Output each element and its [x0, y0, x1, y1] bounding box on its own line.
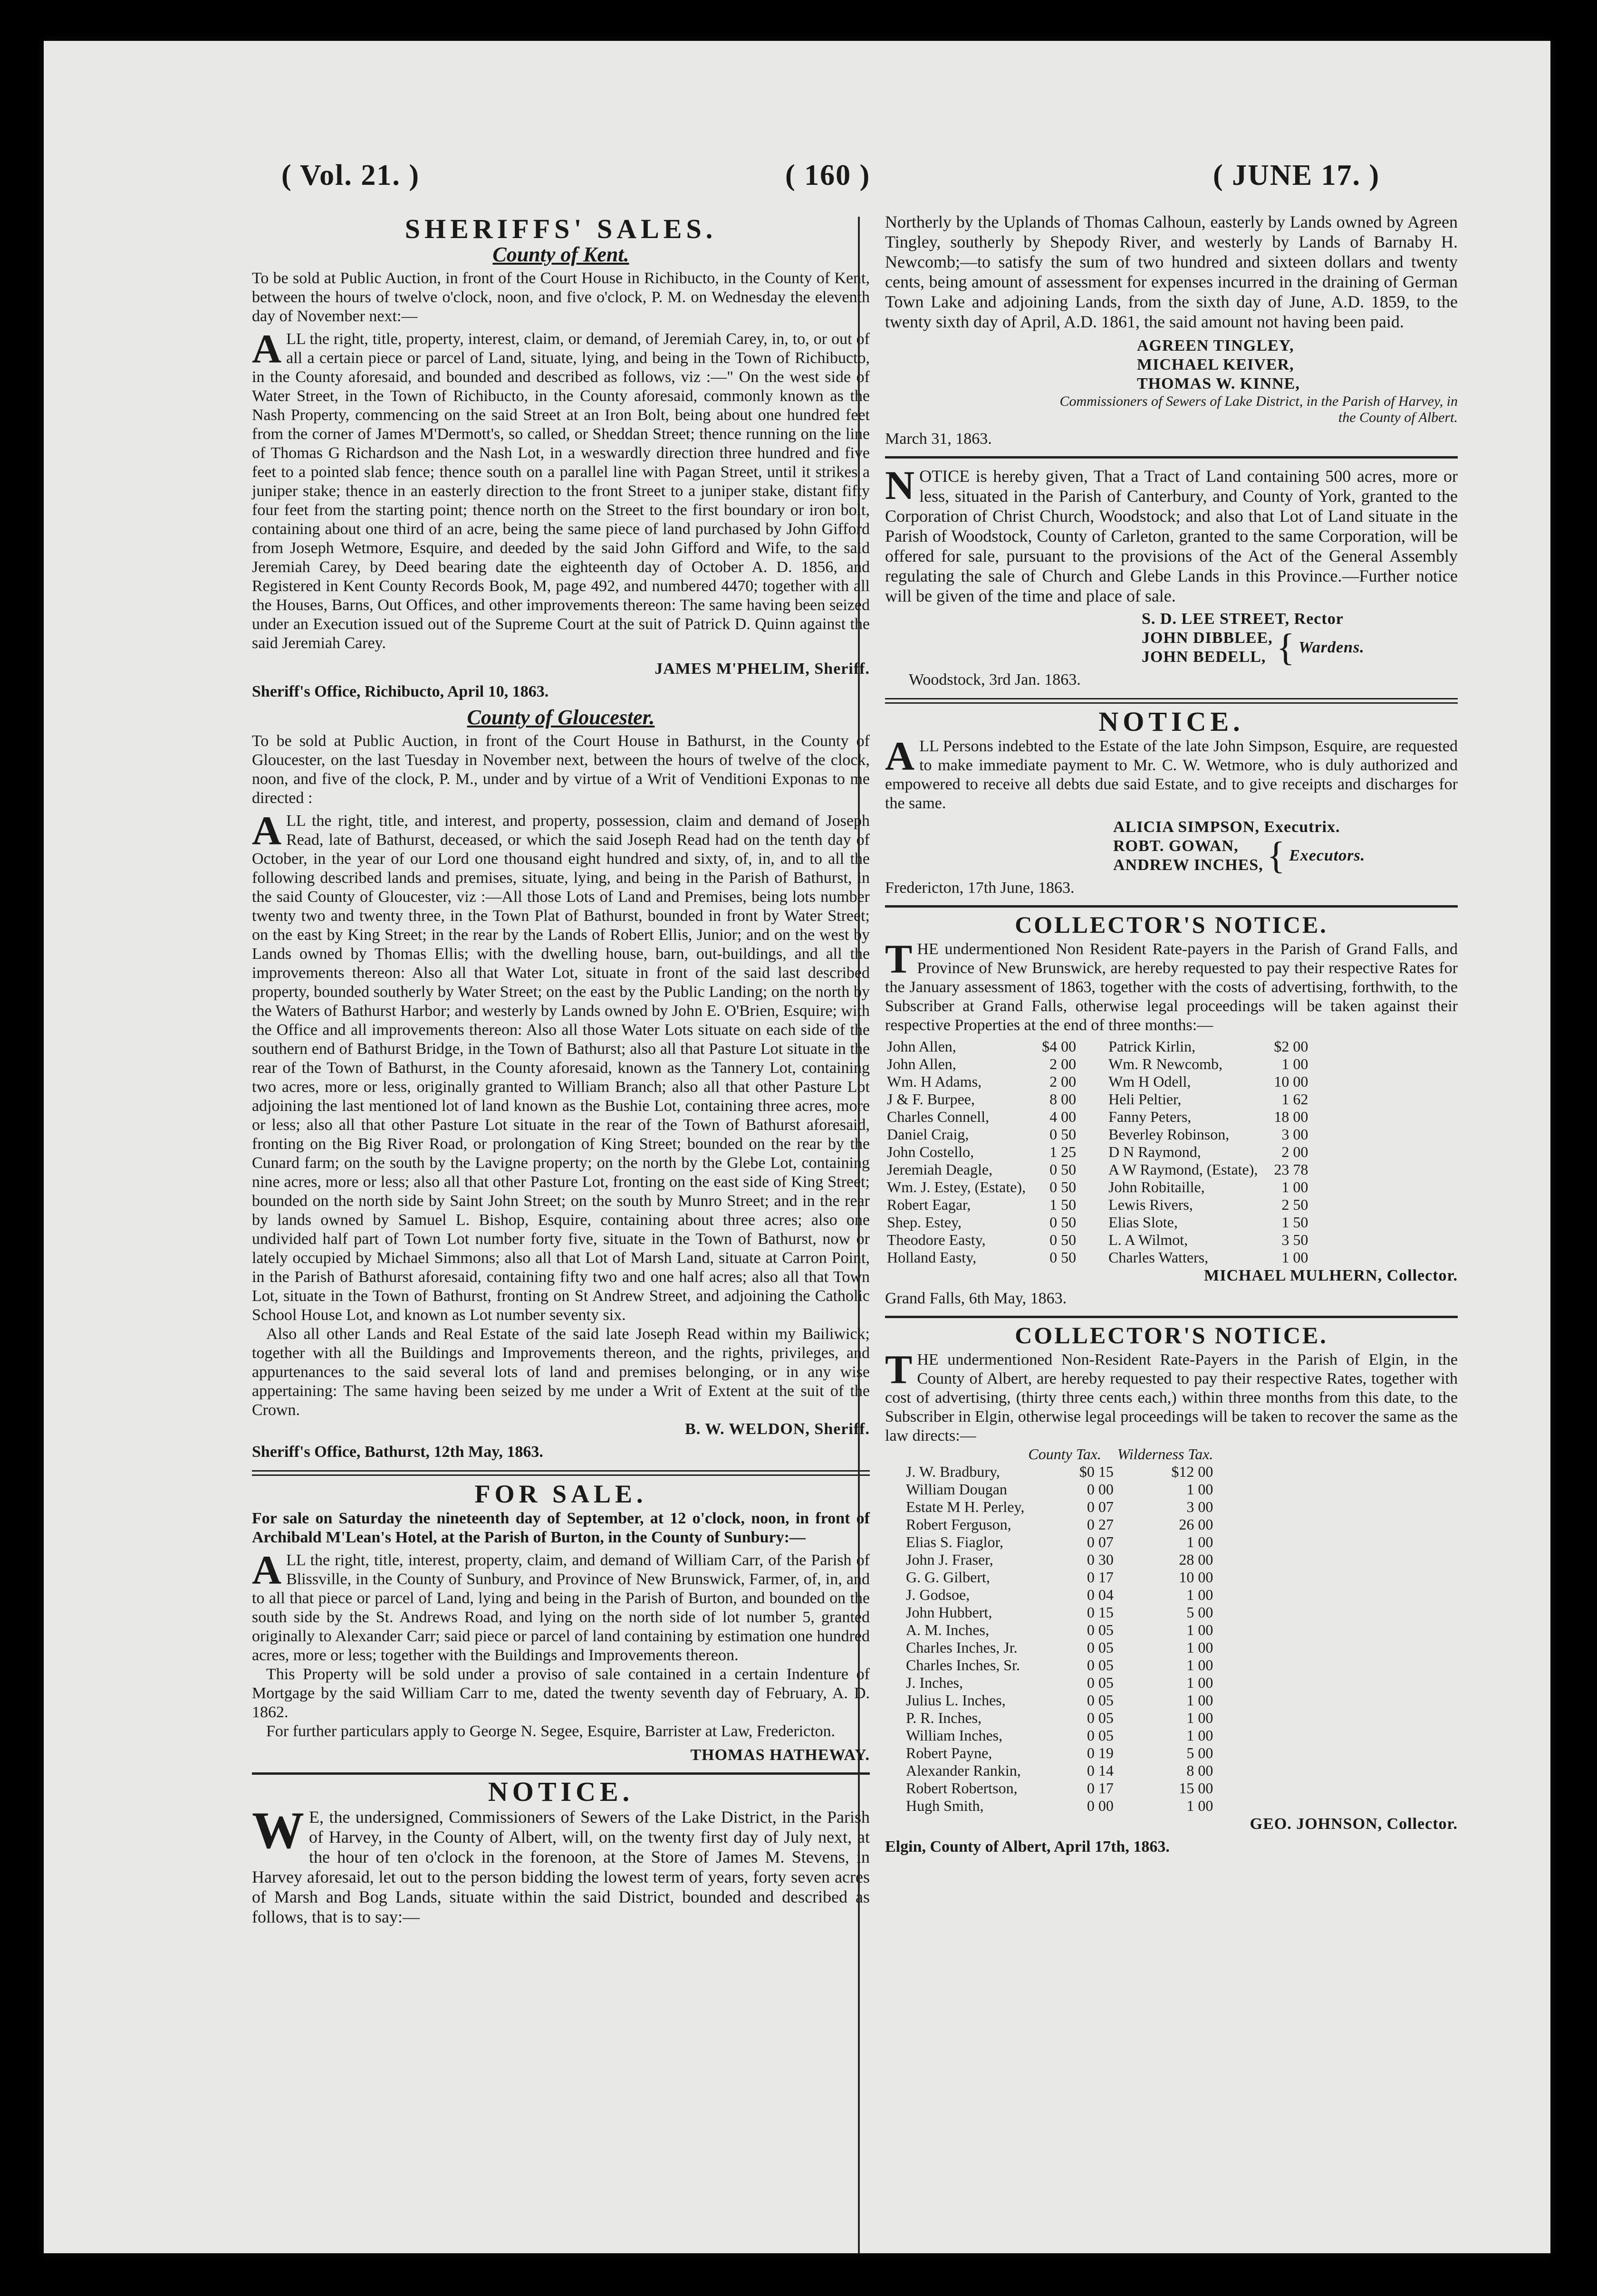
table-row	[885, 1196, 1078, 1214]
ratepayer-name: Elias S. Fiaglor,	[906, 1533, 1003, 1550]
kent-lead: To be sold at Public Auction, in front of the Court House in Richibucto, in the County of Kent, between the hours of twelve o'clock, noon, and five o'clock, P. M. on Wednesday the eleventh day of November next:—	[252, 269, 870, 325]
simpson-date: Fredericton, 17th June, 1863.	[885, 879, 1075, 897]
tax-amount: 2 00	[1049, 1073, 1077, 1090]
table-row	[1106, 1178, 1310, 1196]
tax-amount: 0 07	[1087, 1498, 1114, 1515]
ratepayer-name: Jeremiah Deagle,	[887, 1161, 993, 1178]
collector-1-date: Grand Falls, 6th May, 1863.	[885, 1290, 1067, 1307]
ratepayer-name: Robert Eagar,	[887, 1196, 971, 1213]
drop-cap: A	[252, 1547, 282, 1593]
ratepayer-name: Charles Inches, Sr.	[906, 1656, 1020, 1674]
tax-amount: 26 00	[1179, 1516, 1213, 1533]
ratepayer-name: J. Inches,	[906, 1674, 963, 1691]
table-row	[1106, 1126, 1310, 1143]
table-row	[904, 1744, 1215, 1762]
ratepayer-name: D N Raymond,	[1108, 1143, 1201, 1160]
table-row	[904, 1569, 1215, 1586]
right-column	[885, 212, 1458, 1863]
tax-amount: 1 25	[1049, 1143, 1077, 1160]
table-row	[885, 1126, 1078, 1143]
tax-amount: 3 00	[1281, 1126, 1308, 1143]
tax-amount: 1 00	[1186, 1709, 1213, 1726]
ratepayer-name: Robert Robertson,	[906, 1779, 1018, 1797]
tax-amount: 18 00	[1274, 1108, 1308, 1125]
drop-cap: W	[252, 1801, 304, 1859]
drop-cap: T	[885, 1347, 913, 1392]
ratepayer-name: Beverley Robinson,	[1108, 1126, 1230, 1143]
left-column	[252, 212, 870, 1927]
sewers-signatures	[1137, 336, 1458, 393]
tax-amount: 0 50	[1049, 1126, 1077, 1143]
wilderness-tax-header: Wilderness Tax.	[1117, 1445, 1213, 1463]
ratepayer-name: Holland Easty,	[887, 1249, 977, 1266]
ratepayer-name: Estate M H. Perley,	[906, 1498, 1025, 1515]
tax-amount: 10 00	[1274, 1073, 1308, 1090]
drop-cap: N	[885, 462, 915, 508]
for-sale-text-2: This Property will be sold under a proviso of sale contained in a certain Indenture of Mortgage by the said William Carr to me, dated the twenty seventh day of February, A. D. 1862.	[252, 1665, 870, 1721]
table-row	[1106, 1196, 1310, 1214]
tax-amount: 23 78	[1274, 1161, 1308, 1178]
drop-cap: A	[252, 326, 282, 372]
church-signatures	[1142, 610, 1458, 667]
table-row	[1106, 1214, 1310, 1231]
table-row	[885, 1249, 1078, 1266]
collector-notice-1-body	[885, 936, 1458, 1035]
tax-amount: 3 50	[1281, 1231, 1308, 1248]
grand-falls-rates-table	[885, 1038, 1458, 1266]
ratepayer-name: A. M. Inches,	[906, 1621, 990, 1638]
sewers-notice-text: E, the undersigned, Commissioners of Sewers of the Lake District, in the Parish of Harvey, in the County of Albert, will, on the twenty first day of July next, at the hour of ten o'clock in the forenoon, at the Store of James M. Stevens, in Harvey aforesaid, let out to the person bidding the lowest term of years, forty seven acres of Marsh and Bog Lands, situate within the said District, bounded and described as follows, that is to say:—	[252, 1808, 870, 1926]
tax-amount: 1 00	[1186, 1621, 1213, 1638]
volume-number: ( Vol. 21. )	[281, 159, 420, 191]
tax-amount: 0 17	[1087, 1569, 1114, 1586]
tax-amount: 0 05	[1087, 1621, 1114, 1638]
table-row	[904, 1762, 1215, 1779]
ratepayer-name: Julius L. Inches,	[906, 1692, 1006, 1709]
for-sale-text-3: For further particulars apply to George N. Segee, Esquire, Barrister at Law, Fredericton.	[266, 1722, 836, 1740]
ratepayer-name: Robert Ferguson,	[906, 1516, 1011, 1533]
tax-amount: 1 00	[1186, 1692, 1213, 1709]
tax-amount: 28 00	[1179, 1551, 1213, 1568]
table-row	[904, 1779, 1215, 1797]
table-row	[885, 1055, 1078, 1073]
table-row	[904, 1709, 1215, 1727]
tax-amount: 0 07	[1087, 1533, 1114, 1550]
ratepayer-name: Daniel Craig,	[887, 1126, 969, 1143]
table-row	[885, 1143, 1078, 1161]
table-row	[904, 1533, 1215, 1551]
signature-line: MICHAEL KEIVER,	[1137, 356, 1294, 373]
for-sale-body	[252, 1547, 870, 1665]
table-row	[885, 1231, 1078, 1249]
section-rule	[885, 698, 1458, 704]
table-row	[904, 1604, 1215, 1621]
signature-line: S. D. LEE STREET, Rector	[1142, 610, 1344, 628]
tax-amount: 0 50	[1049, 1161, 1077, 1178]
kent-heading: County of Kent.	[492, 243, 629, 266]
tax-amount: 3 00	[1186, 1498, 1213, 1515]
ratepayer-name: John Allen,	[887, 1038, 956, 1055]
tax-amount: 0 19	[1087, 1744, 1114, 1761]
tax-amount: 0 30	[1087, 1551, 1114, 1568]
ratepayer-name: J. Godsoe,	[906, 1586, 970, 1603]
table-row	[1106, 1231, 1310, 1249]
tax-amount: 0 05	[1087, 1674, 1114, 1691]
table-row	[904, 1463, 1215, 1481]
section-rule	[252, 1470, 870, 1476]
brace: {	[1267, 835, 1286, 877]
tax-amount: 1 00	[1186, 1533, 1213, 1550]
elgin-rates-table	[904, 1445, 1215, 1815]
collector-2-signature: GEO. JOHNSON, Collector.	[1250, 1815, 1458, 1833]
table-row	[885, 1108, 1078, 1126]
tax-amount: 4 00	[1049, 1108, 1077, 1125]
simpson-notice-text: LL Persons indebted to the Estate of the late John Simpson, Esquire, are requested to make immediate payment to Mr. C. W. Wetmore, who is duly authorized and empowered to receive all debts due said Estate, and to give receipts and discharges for the same.	[885, 737, 1458, 812]
table-row	[904, 1516, 1215, 1533]
ratepayer-name: Charles Connell,	[887, 1108, 990, 1125]
rates-list-left	[885, 1038, 1078, 1266]
sewers-notice-body	[252, 1801, 870, 1927]
ratepayer-name: John Allen,	[887, 1055, 956, 1072]
sewers-date: March 31, 1863.	[885, 430, 992, 448]
simpson-notice-heading: NOTICE.	[1098, 706, 1244, 737]
tax-amount: 1 00	[1186, 1797, 1213, 1814]
ratepayer-name: J. W. Bradbury,	[906, 1463, 1000, 1480]
collector-notice-1-text: HE undermentioned Non Resident Rate-payers in the Parish of Grand Falls, and Province of New Brunswick, are hereby requested to pay their respective Rates for the January assessment of 1863, together with the costs of advertising, forthwith, to the Subscriber at Grand Falls, otherwise legal proceedings will be taken against their respective Properties at the end of three months:—	[885, 940, 1458, 1034]
ratepayer-name: J & F. Burpee,	[887, 1091, 975, 1108]
gloucester-text: LL the right, title, and interest, and property, possession, claim and demand of Joseph Read, late of Bathurst, deceased, or which the said Joseph Read had on the tenth day of October, in the year of our Lord one thousand eight hundred and sixty, of, in, and to all the following described lands and premises, situate, lying, and being in the Parish of Bathurst, in the said County of Gloucester, viz :—All those Lots of Land and Premises, being lots number twenty two and twenty three, in the Town Plat of Bathurst, bounded in front by Water Street; on the east by King Street; in the rear by the Lands of Robert Ellis, Junior; and on the west by Lands owned by Thomas Ellis; with the dwelling house, barn, out-buildings, and all the improvements thereon: Also all that Water Lot, situate in front of the said last described property, bounded southerly by Water Street; on the east by the Public Landing; on the north by the Waters of Bathurst Harbor; and westerly by Lands owned by John E. O'Brien, Esquire; with the Office and all improvements thereon: Also all those Water Lots situate on each side of the southern end of Bathurst Bridge, in the Town of Bathurst; also all that Pasture Lot situate in the rear of the Town of Bathurst, in the County aforesaid, known as the Tannery Lot, containing two acres, more or less, originally granted to William Branch; also all that other Pasture Lot adjoining the last mentioned lot of land known as the Bushie Lot, containing three acres, more or less; also all that other Pasture Lot situate in the rear of the Town of Bathurst aforesaid, fronting on the Big River Road, or prolongation of King Street; bounded on the rear by the Cunard farm; on the south by the Lavigne property; on the north by the Glebe Lot, containing nine acres, more or less; also all that other Pasture Lot, fronting on the east side of King Street; bounded on the north side by Saint John Street; on the south by Munro Street; and in the rear by lands owned by Samuel L. Bishop, Esquire, containing about three acres; also one undivided half part of Town Lot number forty five, situate in the Town of Bathurst, now or lately occupied by Michael Simmons; also all that Lot of Marsh Land, situate at Carron Point, in the Parish of Bathurst aforesaid, containing fifty two and one half acres; also all that Town Lot, situate in the Town of Bathurst, fronting on St Andrew Street, and adjoining the Catholic School House Lot, and known as Lot number seventy six.	[252, 812, 870, 1324]
signature-line: JOHN BEDELL,	[1142, 648, 1266, 666]
county-tax-header: County Tax.	[1028, 1445, 1101, 1463]
tax-amount: 1 62	[1281, 1091, 1308, 1108]
tax-amount: 1 50	[1281, 1214, 1308, 1231]
ratepayer-name: John Hubbert,	[906, 1604, 992, 1621]
section-rule	[252, 1772, 870, 1775]
commissioners-note: Commissioners of Sewers of Lake District, in the Parish of Harvey, in the County of Albert.	[1059, 393, 1458, 425]
tax-amount: 15 00	[1179, 1779, 1213, 1797]
gloucester-lead: To be sold at Public Auction, in front of the Court House in Bathurst, in the County of Gloucester, on the last Tuesday in November next, between the hours of twelve of the clock, noon, and five of the clock, P. M., under and by virtue of a Writ of Venditioni Exponas to me directed :	[252, 732, 870, 807]
section-rule	[885, 456, 1458, 459]
table-row	[904, 1481, 1215, 1498]
kent-text: LL the right, title, property, interest, claim, or demand, of Jeremiah Carey, in, to, or out of all a certain piece or parcel of Land, situate, lying, and being in the Town of Richibucto, in the County aforesaid, and bounded and described as follows, viz :—" On the west side of Water Street, in the Town of Richibucto, in the County aforesaid, commonly known as the Nash Property, commencing on the said Street at an Iron Bolt, being about one hundred feet from the corner of James M'Dermott's, so called, or Sheddan Street; thence running on the line of Thomas G Richardson and the Nash Lot, in a weswardly direction three hundred and five feet to a pointed slab fence; thence south on a parallel line with Pagan Street, until it strikes a juniper stake; thence in an easterly direction to the front Street to a juniper stake, distant fifty four feet from the starting point; thence north on the Street to the first boundary or iron bolt, containing about one third of an acre, being the same piece of land purchased by John Gifford from Joseph Wetmore, Esquire, and deeded by the said John Gifford and Wife, to the said Jeremiah Carey, by Deed bearing date the eighteenth day of October A. D. 1856, and Registered in Kent County Records Book, M, page 492, and numbered 4470; together with all the Houses, Barns, Out Offices, and other improvements thereon: The same having been seized under an Execution issued out of the Supreme Court at the suit of Patrick D. Quinn against the said Jeremiah Carey.	[252, 330, 870, 652]
ratepayer-name: Hugh Smith,	[906, 1797, 984, 1814]
table-row	[904, 1727, 1215, 1744]
drop-cap: T	[885, 936, 913, 982]
collector-1-signature: MICHAEL MULHERN, Collector.	[1204, 1267, 1458, 1284]
sewers-notice-continued: Northerly by the Uplands of Thomas Calhoun, easterly by Lands owned by Agreen Tingley, southerly by Shepody River, and westerly by Lands of Barnaby H. Newcomb;—to satisfy the sum of two hundred and sixteen dollars and twenty cents, being amount of assessment for expenses incurred in the draining of German Town Lake and adjoining Lands, from the sixth day of June, A.D. 1859, to the twenty sixth day of April, A.D. 1861, the said amount not having been paid.	[885, 212, 1458, 331]
church-date: Woodstock, 3rd Jan. 1863.	[909, 671, 1081, 689]
collector-2-date: Elgin, County of Albert, April 17th, 1863.	[885, 1838, 1170, 1856]
simpson-notice-body	[885, 733, 1458, 813]
table-row	[1106, 1108, 1310, 1126]
tax-amount: 0 15	[1087, 1604, 1114, 1621]
ratepayer-name: L. A Wilmot,	[1108, 1231, 1188, 1248]
ratepayer-name: John Robitaille,	[1108, 1178, 1205, 1196]
section-rule	[885, 905, 1458, 908]
wardens-group	[1142, 629, 1458, 667]
tax-amount: 0 50	[1049, 1214, 1077, 1231]
ratepayer-name: Alexander Rankin,	[906, 1762, 1021, 1779]
ratepayer-name: Heli Peltier,	[1108, 1091, 1182, 1108]
tax-amount: $12 00	[1171, 1463, 1213, 1480]
table-row	[885, 1038, 1078, 1055]
ratepayer-name: Elias Slote,	[1108, 1214, 1178, 1231]
table-row	[904, 1551, 1215, 1569]
gloucester-text-2: Also all other Lands and Real Estate of the said late Joseph Read within my Bailiwick; together with all the Buildings and Improvements thereon, and the rights, privileges, and appurtenances to the said several lots of land and premises belonging, or in any wise appertaining: The same having been seized by me under a Writ of Extent at the suit of the Crown.	[252, 1325, 870, 1419]
table-row	[1106, 1055, 1310, 1073]
tax-amount: 1 00	[1186, 1586, 1213, 1603]
tax-amount: 1 00	[1281, 1055, 1308, 1072]
tax-amount: 0 50	[1049, 1231, 1077, 1248]
kent-body	[252, 326, 870, 653]
table-row	[904, 1639, 1215, 1656]
rates-list-right	[1106, 1038, 1310, 1266]
signature-line: ALICIA SIMPSON, Executrix.	[1113, 818, 1340, 836]
ratepayer-name: John J. Fraser,	[906, 1551, 993, 1568]
table-row	[904, 1674, 1215, 1692]
collector-notice-2-text: HE undermentioned Non-Resident Rate-Payers in the Parish of Elgin, in the County of Albert, are hereby requested to pay their respective Rates, together with cost of advertising, (thirty three cents each,) within three months from this date, to the Subscriber in Elgin, otherwise legal proceedings will be taken to recover the same as the law directs:—	[885, 1351, 1458, 1445]
tax-amount: 5 00	[1186, 1744, 1213, 1761]
ratepayer-name: William Inches,	[906, 1727, 1003, 1744]
table-row	[885, 1161, 1078, 1178]
tax-amount: 1 50	[1049, 1196, 1077, 1213]
page-number: ( 160 )	[785, 159, 871, 191]
ratepayer-name: Wm. J. Estey, (Estate),	[887, 1178, 1026, 1196]
ratepayer-name: G. G. Gilbert,	[906, 1569, 990, 1586]
table-row	[904, 1498, 1215, 1516]
table-row	[885, 1091, 1078, 1108]
gloucester-signature: B. W. WELDON, Sheriff.	[685, 1420, 870, 1438]
gloucester-heading: County of Gloucester.	[467, 706, 655, 729]
tax-amount: 1 00	[1281, 1249, 1308, 1266]
tax-amount: 0 00	[1087, 1797, 1114, 1814]
for-sale-signature: THOMAS HATHEWAY.	[690, 1746, 870, 1764]
tax-amount: 0 05	[1087, 1709, 1114, 1726]
tax-amount: 1 00	[1186, 1674, 1213, 1691]
executors-group	[1113, 837, 1458, 875]
brace: {	[1276, 627, 1295, 669]
issue-date: ( JUNE 17. )	[1213, 159, 1380, 191]
collector-notice-1-heading: COLLECTOR'S NOTICE.	[1015, 911, 1328, 938]
collector-notice-2-body	[885, 1347, 1458, 1445]
tax-amount: 2 00	[1281, 1143, 1308, 1160]
table-row	[1106, 1038, 1310, 1055]
tax-amount: 2 00	[1049, 1055, 1077, 1072]
tax-amount: 0 04	[1087, 1586, 1114, 1603]
kent-date: Sheriff's Office, Richibucto, April 10, 1863.	[252, 683, 549, 700]
ratepayer-name: Charles Watters,	[1108, 1249, 1209, 1266]
tax-amount: $0 15	[1079, 1463, 1114, 1480]
drop-cap: A	[885, 733, 915, 779]
tax-amount: 0 05	[1087, 1692, 1114, 1709]
ratepayer-name: Patrick Kirlin,	[1108, 1038, 1196, 1055]
tax-amount: 0 00	[1087, 1481, 1114, 1498]
ratepayer-name: P. R. Inches,	[906, 1709, 982, 1726]
ratepayer-name: Wm H Odell,	[1108, 1073, 1191, 1090]
tax-amount: 1 00	[1186, 1481, 1213, 1498]
ratepayer-name: Robert Payne,	[906, 1744, 992, 1761]
tax-amount: 1 00	[1281, 1178, 1308, 1196]
gloucester-date: Sheriff's Office, Bathurst, 12th May, 1863.	[252, 1443, 543, 1461]
table-row	[904, 1656, 1215, 1674]
table-row	[904, 1797, 1215, 1815]
tax-amount: 10 00	[1179, 1569, 1213, 1586]
table-header	[904, 1445, 1215, 1463]
table-row	[1106, 1091, 1310, 1108]
table-row	[1106, 1143, 1310, 1161]
tax-amount: 8 00	[1049, 1091, 1077, 1108]
signature-line: JOHN DIBBLEE,	[1142, 629, 1273, 647]
executors-label: Executors.	[1289, 847, 1366, 864]
signature-line: ANDREW INCHES,	[1113, 856, 1263, 874]
for-sale-lead: For sale on Saturday the nineteenth day of September, at 12 o'clock, noon, in front of Archibald M'Lean's Hotel, at the Parish of Burton, in the County of Sunbury:—	[252, 1510, 870, 1546]
drop-cap: A	[252, 808, 282, 853]
church-notice-body	[885, 462, 1458, 606]
ratepayer-name: Lewis Rivers,	[1108, 1196, 1193, 1213]
newspaper-page	[44, 41, 1550, 2253]
signature-line: AGREEN TINGLEY,	[1137, 337, 1294, 354]
signature-line: THOMAS W. KINNE,	[1137, 375, 1300, 392]
table-row	[904, 1621, 1215, 1639]
ratepayer-name: A W Raymond, (Estate),	[1108, 1161, 1258, 1178]
ratepayer-name: Charles Inches, Jr.	[906, 1639, 1018, 1656]
collector-notice-2-heading: COLLECTOR'S NOTICE.	[1015, 1322, 1328, 1349]
tax-amount: 0 27	[1087, 1516, 1114, 1533]
church-notice-text: OTICE is hereby given, That a Tract of Land containing 500 acres, more or less, situated in the Parish of Canterbury, and County of York, granted to the Corporation of Christ Church, Woodstock; and also that Lot of Land situate in the Parish of Woodstock, County of Carleton, granted to the same Corporation, will be offered for sale, pursuant to the provisions of the Act of the General Assembly regulating the sale of Church and Glebe Lands in this Province.—Further notice will be given of the time and place of sale.	[885, 467, 1458, 605]
tax-amount: 0 50	[1049, 1178, 1077, 1196]
table-row	[1106, 1073, 1310, 1091]
ratepayer-name: John Costello,	[887, 1143, 974, 1160]
table-row	[885, 1073, 1078, 1091]
kent-signature: JAMES M'PHELIM, Sheriff.	[654, 660, 870, 678]
table-row	[1106, 1249, 1310, 1266]
tax-amount: $4 00	[1042, 1038, 1077, 1055]
ratepayer-name: Fanny Peters,	[1108, 1108, 1192, 1125]
table-row	[904, 1692, 1215, 1709]
table-row	[885, 1178, 1078, 1196]
for-sale-heading: FOR SALE.	[474, 1480, 647, 1508]
tax-amount: 1 00	[1186, 1727, 1213, 1744]
tax-amount: $2 00	[1274, 1038, 1308, 1055]
table-row	[904, 1586, 1215, 1604]
tax-amount: 1 00	[1186, 1656, 1213, 1674]
ratepayer-name: Theodore Easty,	[887, 1231, 986, 1248]
sewers-notice-heading: NOTICE.	[488, 1776, 634, 1807]
ratepayer-name: Wm. H Adams,	[887, 1073, 982, 1090]
section-rule	[885, 1316, 1458, 1318]
for-sale-text: LL the right, title, interest, property, claim, and demand of William Carr, of the Parish of Blissville, in the County of Sunbury, and Province of New Brunswick, Farmer, of, in, and to all that piece or parcel of Land, lying and being in the Parish of Burton, and bounded on the south side by the St. Andrews Road, and lying on the north side of lot number 5, granted originally to Alexander Carr; said piece or parcel of land containing by estimation one hundred acres, more or less; together with the Buildings and Improvements thereon.	[252, 1551, 870, 1664]
ratepayer-name: Shep. Estey,	[887, 1214, 962, 1231]
ratepayer-name: Wm. R Newcomb,	[1108, 1055, 1223, 1072]
sheriffs-sales-heading: SHERIFFS' SALES.	[404, 213, 717, 244]
tax-amount: 0 05	[1087, 1727, 1114, 1744]
table-row	[1106, 1161, 1310, 1178]
tax-amount: 5 00	[1186, 1604, 1213, 1621]
tax-amount: 0 05	[1087, 1656, 1114, 1674]
signature-line: ROBT. GOWAN,	[1113, 837, 1239, 855]
gloucester-body	[252, 808, 870, 1325]
tax-amount: 0 17	[1087, 1779, 1114, 1797]
tax-amount: 2 50	[1281, 1196, 1308, 1213]
tax-amount: 0 14	[1087, 1762, 1114, 1779]
tax-amount: 1 00	[1186, 1639, 1213, 1656]
table-row	[885, 1214, 1078, 1231]
tax-amount: 8 00	[1186, 1762, 1213, 1779]
tax-amount: 0 05	[1087, 1639, 1114, 1656]
tax-amount: 0 50	[1049, 1249, 1077, 1266]
ratepayer-name: William Dougan	[906, 1481, 1007, 1498]
wardens-label: Wardens.	[1299, 639, 1365, 656]
simpson-signatures	[1113, 818, 1458, 875]
